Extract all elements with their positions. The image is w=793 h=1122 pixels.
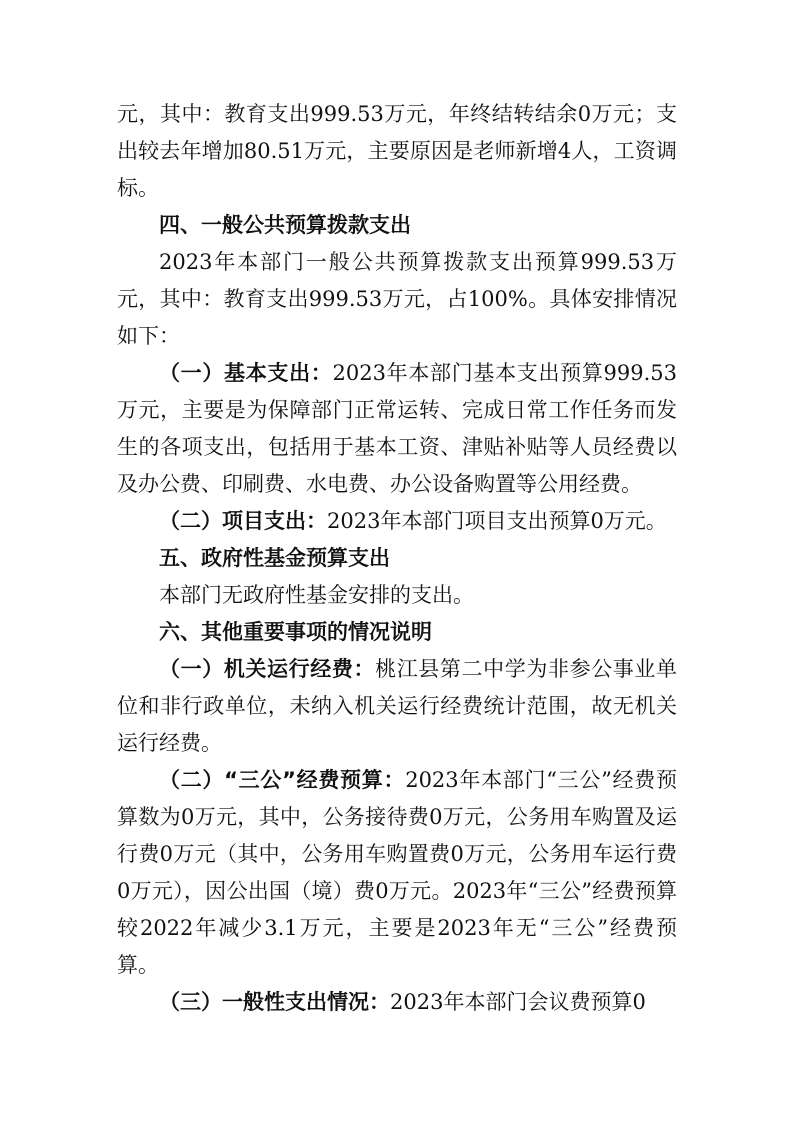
paragraph-expenditure-summary: 元，其中：教育支出999.53万元，年终结转结余0万元；支出较去年增加80.51万元，主要原因是老师新增4人，工资调标。 <box>117 102 677 200</box>
lead-general-expenditure: （三）一般性支出情况： <box>159 990 390 1014</box>
paragraph-government-fund-budget: 本部门无政府性基金安排的支出。 <box>159 583 474 607</box>
paragraph-general-expenditure <box>117 984 677 1021</box>
lead-three-public-expenses: （二）“三公”经费预算： <box>159 768 406 792</box>
body-project-expenditure: 2023年本部门项目支出预算0万元。 <box>327 509 667 533</box>
document-body <box>117 96 677 1021</box>
section-heading-government-fund-budget: 五、政府性基金预算支出 <box>159 546 390 570</box>
paragraph-general-public-budget: 2023年本部门一般公共预算拨款支出预算999.53万元，其中：教育支出999.53万元，占100%。具体安排情况如下： <box>117 250 677 348</box>
body-three-public-expenses: 2023年本部门“三公”经费预算数为0万元，其中，公务接待费0万元，公务用车购置及运行费0万元（其中，公务用车购置费0万元，公务用车运行费0万元），因公出国（境）费0万元。2023年“三公”经费预算较2022年减少3.1万元，主要是2023年无“三公”经费预算。 <box>117 768 677 977</box>
lead-basic-expenditure: （一）基本支出： <box>159 361 333 385</box>
paragraph-project-expenditure <box>117 503 677 540</box>
body-basic-expenditure: 2023年本部门基本支出预算999.53万元，主要是为保障部门正常运转、完成日常工作任务而发生的各项支出，包括用于基本工资、津贴补贴等人员经费以及办公费、印刷费、水电费、办公设备购置等公用经费。 <box>117 361 677 496</box>
section-heading-other-important-matters: 六、其他重要事项的情况说明 <box>159 620 432 644</box>
paragraph-basic-expenditure <box>117 355 677 503</box>
lead-agency-operating-costs: （一）机关运行经费： <box>159 657 376 681</box>
body-agency-operating-costs: 桃江县第二中学为非参公事业单位和非行政单位，未纳入机关运行经费统计范围，故无机关运行经费。 <box>117 657 678 755</box>
section-heading-general-public-budget: 四、一般公共预算拨款支出 <box>159 213 411 237</box>
body-general-expenditure: 2023年本部门会议费预算0 <box>390 990 646 1014</box>
lead-project-expenditure: （二）项目支出： <box>159 509 327 533</box>
paragraph-agency-operating-costs <box>117 651 677 762</box>
paragraph-three-public-expenses <box>117 762 677 984</box>
